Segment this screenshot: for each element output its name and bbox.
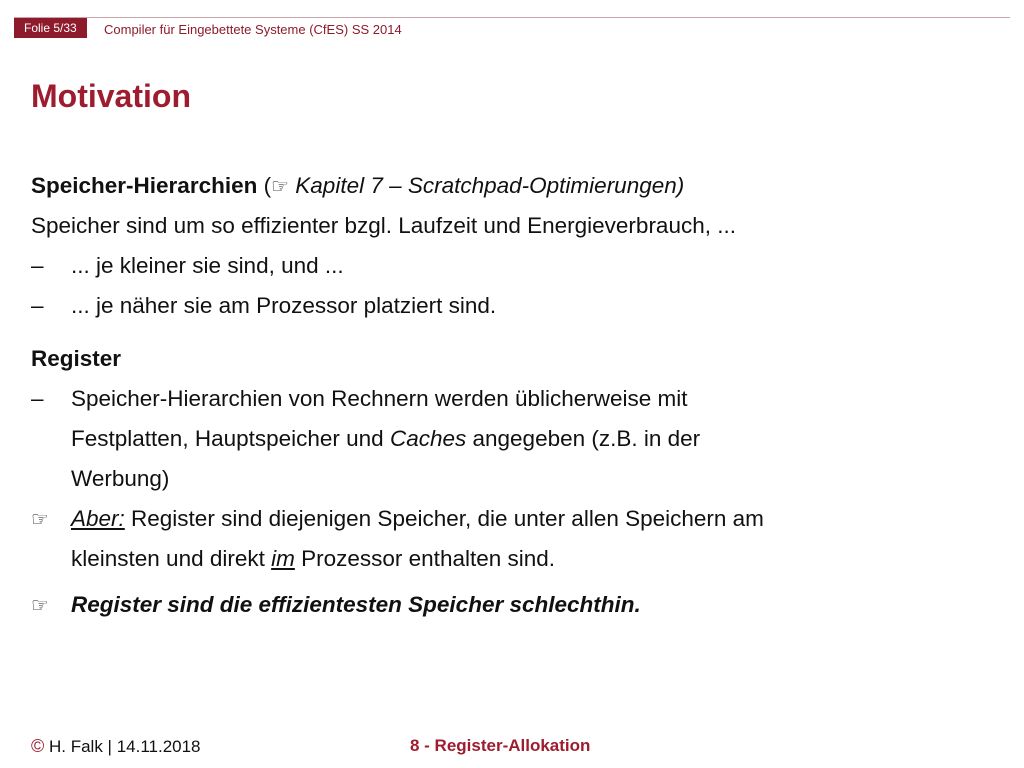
dash-bullet: – <box>31 253 44 278</box>
register-bullet-line-3: Werbung) <box>71 466 170 491</box>
aber-bullet-continuation <box>31 539 991 579</box>
slide-body <box>31 166 991 625</box>
aber-line-2-post: Prozessor enthalten sind. <box>294 546 556 571</box>
pointing-hand-icon: ☞ <box>31 507 49 531</box>
register-bullet-line-2-pre: Festplatten, Hauptspeicher und <box>71 426 390 451</box>
aber-bullet <box>31 499 991 539</box>
hierarchy-bullet-text: ... je kleiner sie sind, und ... <box>71 253 344 278</box>
footer-author <box>31 735 201 758</box>
register-bullet <box>31 379 991 419</box>
hierarchy-bullet <box>31 286 991 326</box>
footer-author-date: H. Falk | 14.11.2018 <box>44 737 201 756</box>
register-heading: Register <box>31 346 122 371</box>
register-bullet-line-2-post: angegeben (z.B. in der <box>466 426 701 451</box>
aber-label: Aber: <box>71 506 125 531</box>
footer-chapter: 8 - Register-Allokation <box>410 736 591 755</box>
pointing-hand-icon: ☞ <box>271 174 290 198</box>
hierarchy-intro: Speicher sind um so effizienter bzgl. Laufzeit und Energieverbrauch, ... <box>31 213 736 238</box>
slide-title: Motivation <box>31 78 191 114</box>
im-emphasis: im <box>271 546 295 571</box>
caches-emphasis: Caches <box>389 426 467 451</box>
pointing-hand-icon: ☞ <box>31 593 49 617</box>
hierarchy-heading: Speicher-Hierarchien <box>31 173 258 198</box>
conclusion-line <box>31 585 991 625</box>
hierarchy-bullet <box>31 246 991 286</box>
header-divider <box>14 17 1010 18</box>
register-bullet-continuation <box>31 419 991 459</box>
aber-text: Register sind diejenigen Speicher, die unter allen Speichern am <box>124 506 764 531</box>
copyright-symbol: © <box>31 736 45 756</box>
conclusion-text: Register sind die effizientesten Speicher schlechthin. <box>71 592 641 617</box>
hierarchy-ref-open: ( <box>257 173 272 198</box>
aber-line-2-pre: kleinsten und direkt <box>71 546 272 571</box>
register-bullet-continuation <box>31 459 991 499</box>
hierarchy-chapter-ref: Kapitel 7 – Scratchpad-Optimierungen) <box>289 173 685 198</box>
dash-bullet: – <box>31 293 44 318</box>
course-title: Compiler für Eingebettete Systeme (CfES) SS 2014 <box>104 22 402 37</box>
slide-counter-badge: Folie 5/33 <box>14 18 87 38</box>
dash-bullet: – <box>31 386 44 411</box>
section-spacer <box>31 326 991 339</box>
hierarchy-heading-line <box>31 166 991 206</box>
register-bullet-line-1: Speicher-Hierarchien von Rechnern werden üblicherweise mit <box>71 386 688 411</box>
hierarchy-bullet-text: ... je näher sie am Prozessor platziert sind. <box>71 293 497 318</box>
